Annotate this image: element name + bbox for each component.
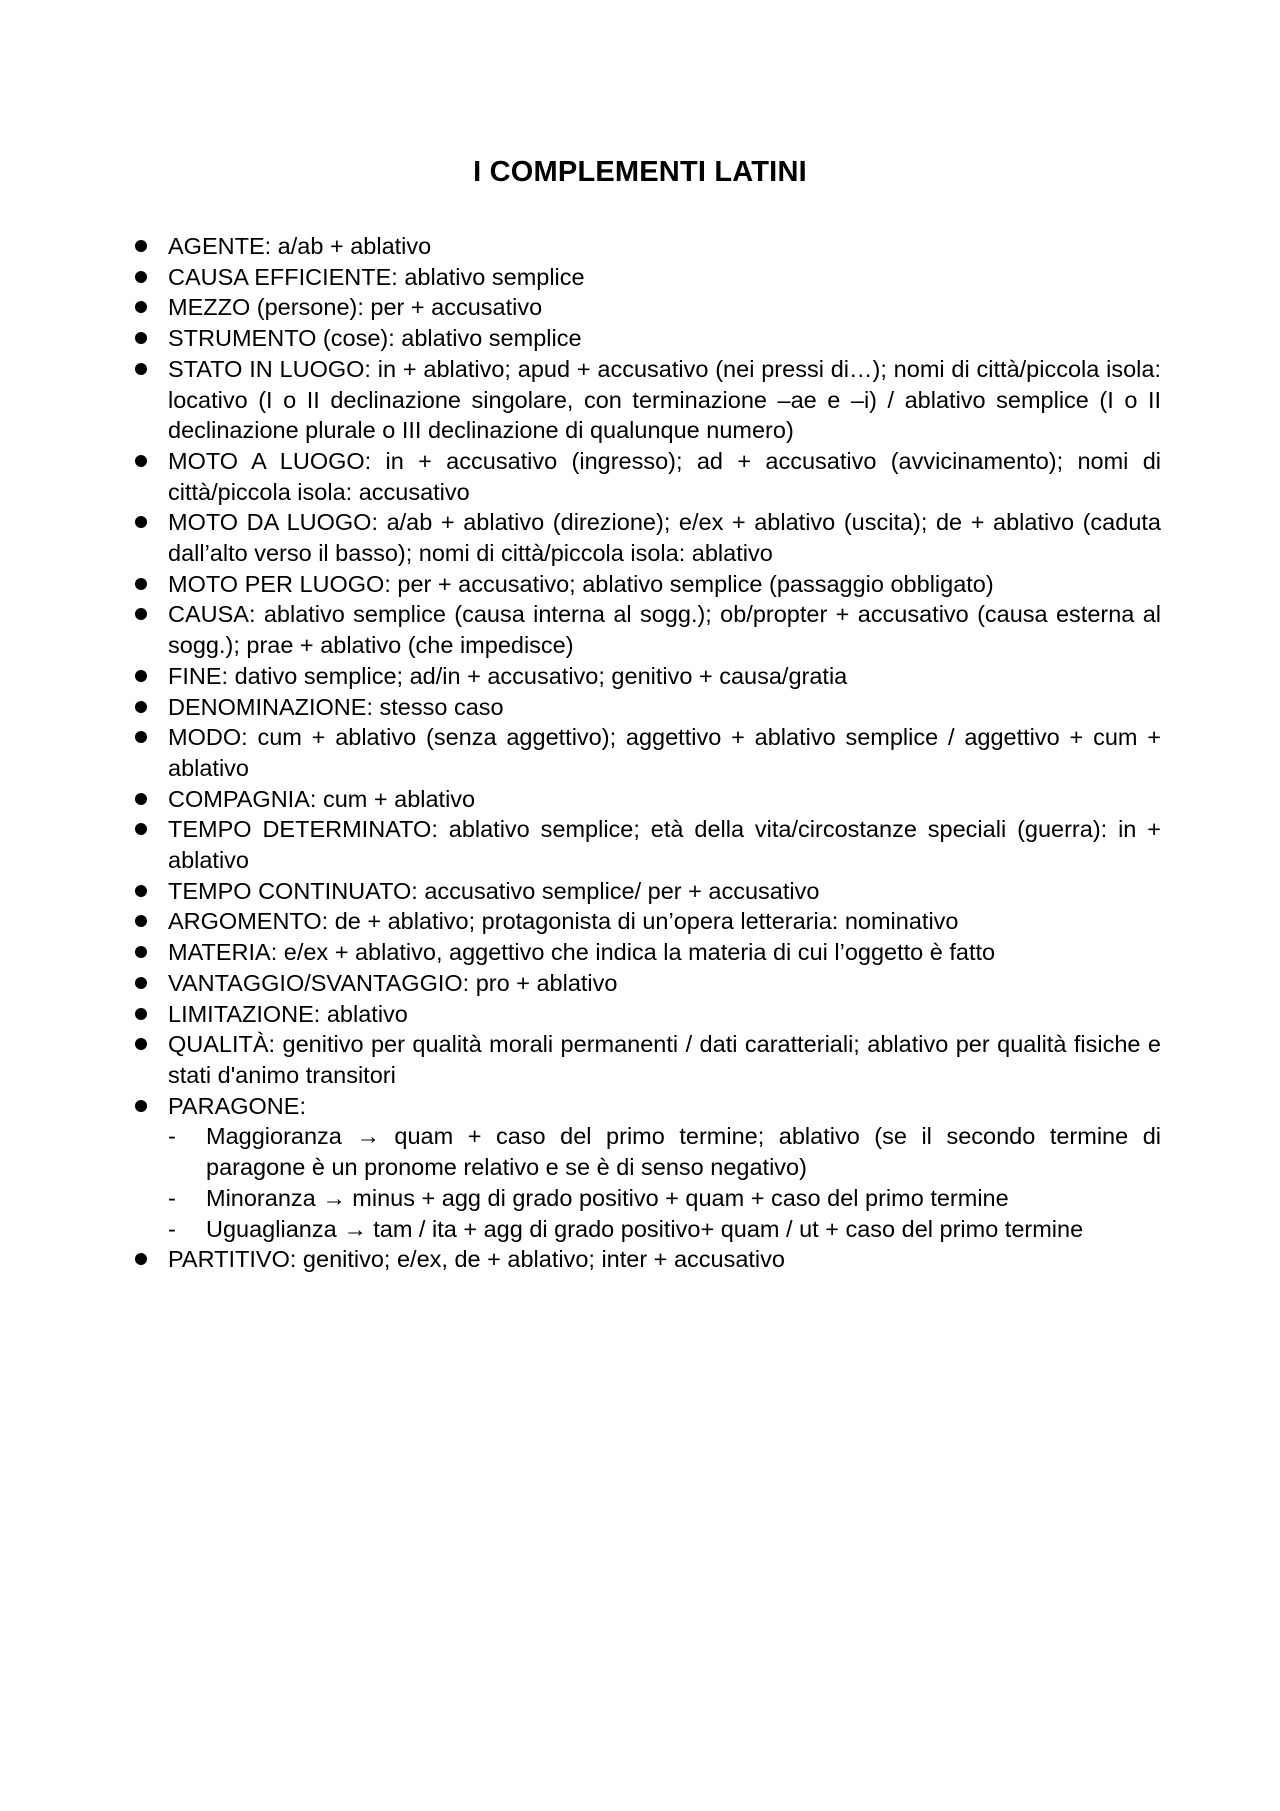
item-text: FINE: dativo semplice; ad/in + accusativo; genitivo + causa/gratia bbox=[168, 662, 848, 689]
bullet-icon bbox=[135, 701, 147, 713]
bullet-icon bbox=[135, 793, 147, 805]
bullet-icon bbox=[135, 1038, 147, 1050]
list-item bbox=[0, 814, 1280, 875]
item-text: MOTO PER LUOGO: per + accusativo; ablativo semplice (passaggio obbligato) bbox=[168, 570, 994, 597]
bullet-icon bbox=[135, 946, 147, 958]
list-item bbox=[0, 692, 1280, 723]
bullet-icon bbox=[135, 1008, 147, 1020]
paragone-sublist bbox=[168, 1121, 1161, 1244]
arrow-right-icon: → bbox=[356, 1123, 380, 1150]
item-text: MODO: cum + ablativo (senza aggettivo); aggettivo + ablativo semplice / aggettivo + cum + ablativo bbox=[168, 724, 1161, 781]
bullet-icon bbox=[135, 1253, 147, 1265]
bullet-icon bbox=[135, 455, 147, 467]
item-text: MOTO A LUOGO: in + accusativo (ingresso); ad + accusativo (avvicinamento); nomi di città/piccola isola: accusativo bbox=[168, 447, 1161, 505]
sub-list-item bbox=[168, 1183, 1161, 1214]
arrow-right-icon: → bbox=[322, 1184, 346, 1211]
item-text: TEMPO DETERMINATO: ablativo semplice; età della vita/circostanze speciali (guerra): in + ablativo bbox=[168, 816, 1161, 874]
sub-item-text: tam / ita + agg di grado positivo+ quam / ut + caso del primo termine bbox=[373, 1215, 1084, 1242]
bullet-icon bbox=[135, 240, 147, 252]
bullet-icon bbox=[135, 271, 147, 283]
list-item bbox=[0, 354, 1280, 446]
item-text: STRUMENTO (cose): ablativo semplice bbox=[168, 325, 582, 352]
dash-marker: - bbox=[168, 1215, 176, 1242]
bullet-icon bbox=[135, 1100, 147, 1112]
bullet-icon bbox=[135, 332, 147, 344]
list-item bbox=[0, 999, 1280, 1030]
bullet-icon bbox=[135, 885, 147, 897]
bullet-icon bbox=[135, 823, 147, 835]
list-item bbox=[0, 599, 1280, 660]
item-text: DENOMINAZIONE: stesso caso bbox=[168, 693, 504, 720]
item-text: TEMPO CONTINUATO: accusativo semplice/ per + accusativo bbox=[168, 877, 820, 904]
item-text: MOTO DA LUOGO: a/ab + ablativo (direzione); e/ex + ablativo (uscita); de + ablativo (caduta dall’alto verso il basso); nomi di città/piccola isola: ablativo bbox=[168, 509, 1161, 567]
item-text: PARTITIVO: genitivo; e/ex, de + ablativo; inter + accusativo bbox=[168, 1246, 785, 1273]
item-text: MATERIA: e/ex + ablativo, aggettivo che indica la materia di cui l’oggetto è fatto bbox=[168, 939, 996, 966]
item-text: COMPAGNIA: cum + ablativo bbox=[168, 785, 476, 812]
list-item bbox=[0, 507, 1280, 568]
page-title: I COMPLEMENTI LATINI bbox=[473, 156, 807, 188]
bullet-icon bbox=[135, 731, 147, 743]
list-item bbox=[0, 661, 1280, 692]
sub-list-item bbox=[168, 1121, 1161, 1182]
list-item bbox=[0, 1029, 1280, 1090]
sub-item-label: Uguaglianza bbox=[206, 1215, 337, 1242]
list-item bbox=[0, 722, 1280, 783]
bullet-icon bbox=[135, 608, 147, 620]
bullet-icon bbox=[135, 977, 147, 989]
list-item-paragone bbox=[0, 1091, 1280, 1245]
list-item bbox=[0, 231, 1280, 262]
sub-item-text: minus + agg di grado positivo + quam + caso del primo termine bbox=[352, 1184, 1009, 1211]
list-item bbox=[0, 262, 1280, 293]
bullet-icon bbox=[135, 670, 147, 682]
list-item bbox=[0, 292, 1280, 323]
bullet-icon bbox=[135, 578, 147, 590]
item-text: PARAGONE: bbox=[168, 1092, 306, 1119]
list-item bbox=[0, 906, 1280, 937]
item-text: ARGOMENTO: de + ablativo; protagonista di un’opera letteraria: nominativo bbox=[168, 908, 959, 935]
sub-list-item bbox=[168, 1214, 1161, 1245]
item-text: LIMITAZIONE: ablativo bbox=[168, 1000, 408, 1027]
item-text: CAUSA: ablativo semplice (causa interna al sogg.); ob/propter + accusativo (causa esterna al sogg.); prae + ablativo (che impedisce) bbox=[168, 601, 1161, 659]
item-text: STATO IN LUOGO: in + ablativo; apud + accusativo (nei pressi di…); nomi di città/piccola isola: locativo (I o II declinazione singolare, con terminazione –ae e –i) / ablativo semplice (I o II declinazione plurale o III declinazione di qualunque numero) bbox=[168, 355, 1161, 444]
sub-item-label: Maggioranza bbox=[206, 1123, 342, 1150]
list-item bbox=[0, 937, 1280, 968]
list-item bbox=[0, 876, 1280, 907]
bullet-icon bbox=[135, 915, 147, 927]
list-item bbox=[0, 1244, 1280, 1275]
list-item bbox=[0, 446, 1280, 507]
bullet-icon bbox=[135, 301, 147, 313]
item-text: VANTAGGIO/SVANTAGGIO: pro + ablativo bbox=[168, 969, 618, 996]
bullet-icon bbox=[135, 363, 147, 375]
bullet-icon bbox=[135, 516, 147, 528]
list-item bbox=[0, 968, 1280, 999]
dash-marker: - bbox=[168, 1184, 176, 1211]
arrow-right-icon: → bbox=[343, 1215, 367, 1242]
dash-marker: - bbox=[168, 1123, 176, 1150]
list-item bbox=[0, 323, 1280, 354]
list-item bbox=[0, 784, 1280, 815]
list-item bbox=[0, 569, 1280, 600]
sub-item-label: Minoranza bbox=[206, 1184, 316, 1211]
item-text: QUALITÀ: genitivo per qualità morali permanenti / dati caratteriali; ablativo per qualità fisiche e stati d'animo transitori bbox=[168, 1031, 1161, 1088]
item-text: MEZZO (persone): per + accusativo bbox=[168, 294, 543, 321]
item-text: AGENTE: a/ab + ablativo bbox=[168, 233, 432, 259]
sub-item-text: quam + caso del primo termine; ablativo (se il secondo termine di paragone è un pronome relativo e se è di senso negativo) bbox=[206, 1123, 1161, 1181]
complementi-list bbox=[0, 231, 1280, 1275]
item-text: CAUSA EFFICIENTE: ablativo semplice bbox=[168, 263, 585, 290]
